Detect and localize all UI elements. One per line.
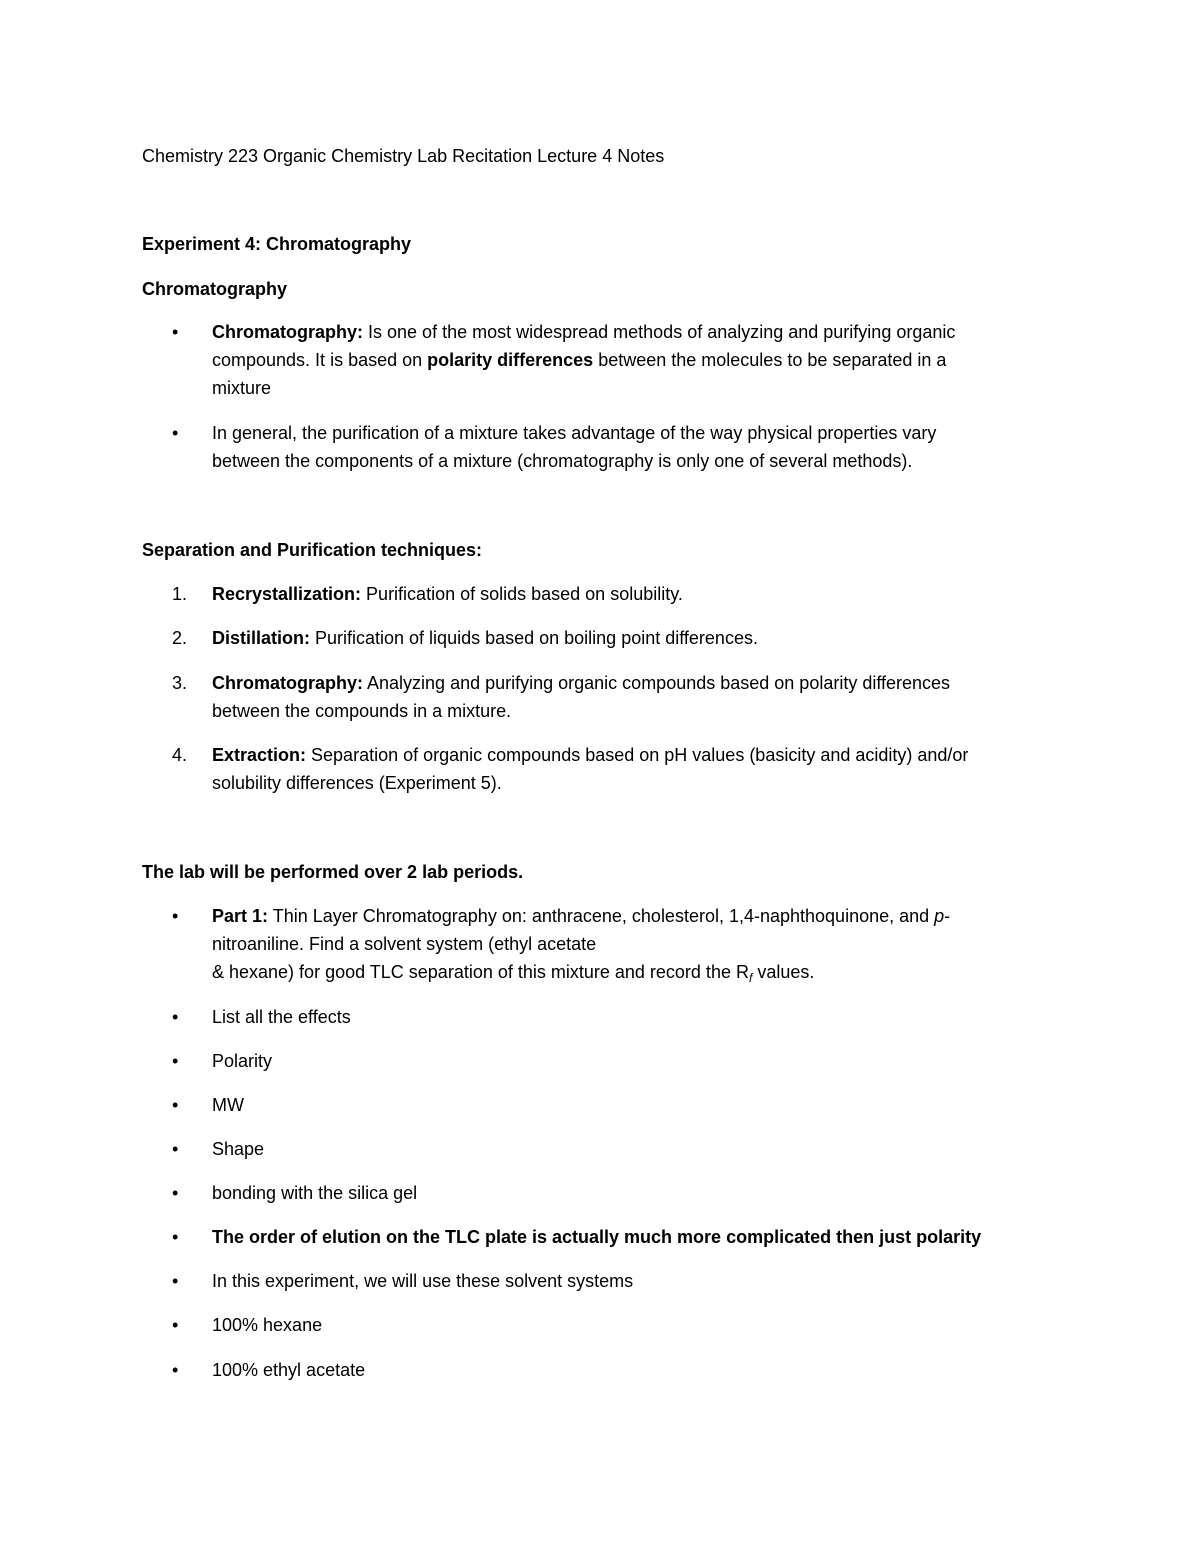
section-heading-chromatography: Chromatography — [142, 279, 288, 299]
list-item — [142, 1135, 1042, 1163]
list-item-text — [212, 902, 1042, 992]
list-item-text: Polarity — [212, 1051, 273, 1071]
bullet-marker: • — [172, 1227, 179, 1247]
list-item — [142, 1003, 1042, 1031]
bullet-marker: • — [172, 1139, 179, 1159]
numbered-item — [142, 741, 1042, 797]
bullet-marker: • — [172, 322, 179, 342]
number-marker: 1. — [172, 584, 188, 604]
text-span: compounds. It is based on — [212, 350, 428, 370]
list-item-part1 — [142, 902, 1042, 986]
list-item — [142, 1179, 1042, 1207]
list-item-text: 100% hexane — [212, 1315, 323, 1335]
list-item-text: MW — [212, 1095, 244, 1115]
term-label: Part 1: — [212, 906, 269, 926]
numbered-item — [142, 624, 1042, 652]
list-item-line — [212, 902, 1042, 930]
bullet-marker: • — [172, 1360, 179, 1380]
term-label: Recrystallization: — [212, 584, 362, 604]
list-item — [142, 419, 1042, 475]
list-item-line — [212, 958, 1042, 992]
text-span: Thin Layer Chromatography on: anthracene, cholesterol, 1,4-naphthoquinone, and — [268, 906, 935, 926]
list-item-text — [212, 624, 1042, 652]
number-marker: 4. — [172, 745, 188, 765]
list-item — [142, 1223, 1042, 1251]
list-item-text: In this experiment, we will use these solvent systems — [212, 1271, 634, 1291]
list-item-line: solubility differences (Experiment 5). — [212, 773, 502, 793]
text-span: - — [944, 906, 951, 926]
list-item-line — [212, 669, 1042, 697]
subscript-text: f — [748, 971, 753, 985]
bullet-marker: • — [172, 1315, 179, 1335]
list-item-line — [212, 741, 1042, 769]
term-label: Extraction: — [212, 745, 307, 765]
list-item-line: nitroaniline. Find a solvent system (ethyl acetate — [212, 934, 597, 954]
list-item-text: Shape — [212, 1139, 265, 1159]
section-heading-techniques: Separation and Purification techniques: — [142, 540, 483, 560]
document-title: Chemistry 223 Organic Chemistry Lab Recitation Lecture 4 Notes — [142, 146, 665, 166]
text-span: values. — [752, 962, 815, 982]
list-item — [142, 1311, 1042, 1339]
list-item-line: between the components of a mixture (chromatography is only one of several methods). — [212, 451, 913, 471]
numbered-item — [142, 669, 1042, 725]
list-item-line: mixture — [212, 378, 272, 398]
numbered-item — [142, 580, 1042, 608]
list-item-text: List all the effects — [212, 1007, 351, 1027]
text-span: Separation of organic compounds based on pH values (basicity and acidity) and/or — [306, 745, 969, 765]
list-item-text — [212, 580, 1042, 608]
list-item-text: 100% ethyl acetate — [212, 1360, 366, 1380]
bullet-marker: • — [172, 1183, 179, 1203]
emphasis-text: polarity differences — [427, 350, 594, 370]
list-item — [142, 1267, 1042, 1295]
bullet-marker: • — [172, 1007, 179, 1027]
bullet-marker: • — [172, 906, 179, 926]
section-heading-lab-periods: The lab will be performed over 2 lab periods. — [142, 862, 524, 882]
text-span: Analyzing and purifying organic compounds based on polarity differences — [363, 673, 951, 693]
experiment-heading: Experiment 4: Chromatography — [142, 234, 412, 254]
term-label: Chromatography: — [212, 673, 364, 693]
bullet-marker: • — [172, 423, 179, 443]
list-item — [142, 318, 1042, 402]
bullet-marker: • — [172, 1095, 179, 1115]
list-item-text — [212, 669, 1042, 725]
list-item-line: In general, the purification of a mixture takes advantage of the way physical properties vary — [212, 423, 937, 443]
list-item-line: between the compounds in a mixture. — [212, 701, 512, 721]
list-item — [142, 1356, 1042, 1384]
text-span: Purification of liquids based on boiling point differences. — [310, 628, 758, 648]
text-span: & hexane) for good TLC separation of this mixture and record the R — [212, 962, 749, 982]
number-marker: 2. — [172, 628, 188, 648]
term-label: Chromatography: — [212, 322, 364, 342]
list-item-text: bonding with the silica gel — [212, 1183, 418, 1203]
list-item-text — [212, 318, 1042, 402]
list-item-line — [212, 318, 1042, 346]
italic-text: p — [934, 906, 945, 926]
list-item-line — [212, 346, 1042, 374]
text-span: Is one of the most widespread methods of analyzing and purifying organic — [363, 322, 956, 342]
list-item — [142, 1047, 1042, 1075]
text-span: Purification of solids based on solubility. — [361, 584, 683, 604]
bullet-marker: • — [172, 1271, 179, 1291]
list-item-text — [212, 419, 1042, 475]
list-item — [142, 1091, 1042, 1119]
term-label: Distillation: — [212, 628, 310, 648]
list-item-text: The order of elution on the TLC plate is actually much more complicated then just polarity — [212, 1227, 982, 1247]
bullet-marker: • — [172, 1051, 179, 1071]
number-marker: 3. — [172, 673, 188, 693]
list-item-text — [212, 741, 1042, 797]
text-span: between the molecules to be separated in a — [593, 350, 947, 370]
